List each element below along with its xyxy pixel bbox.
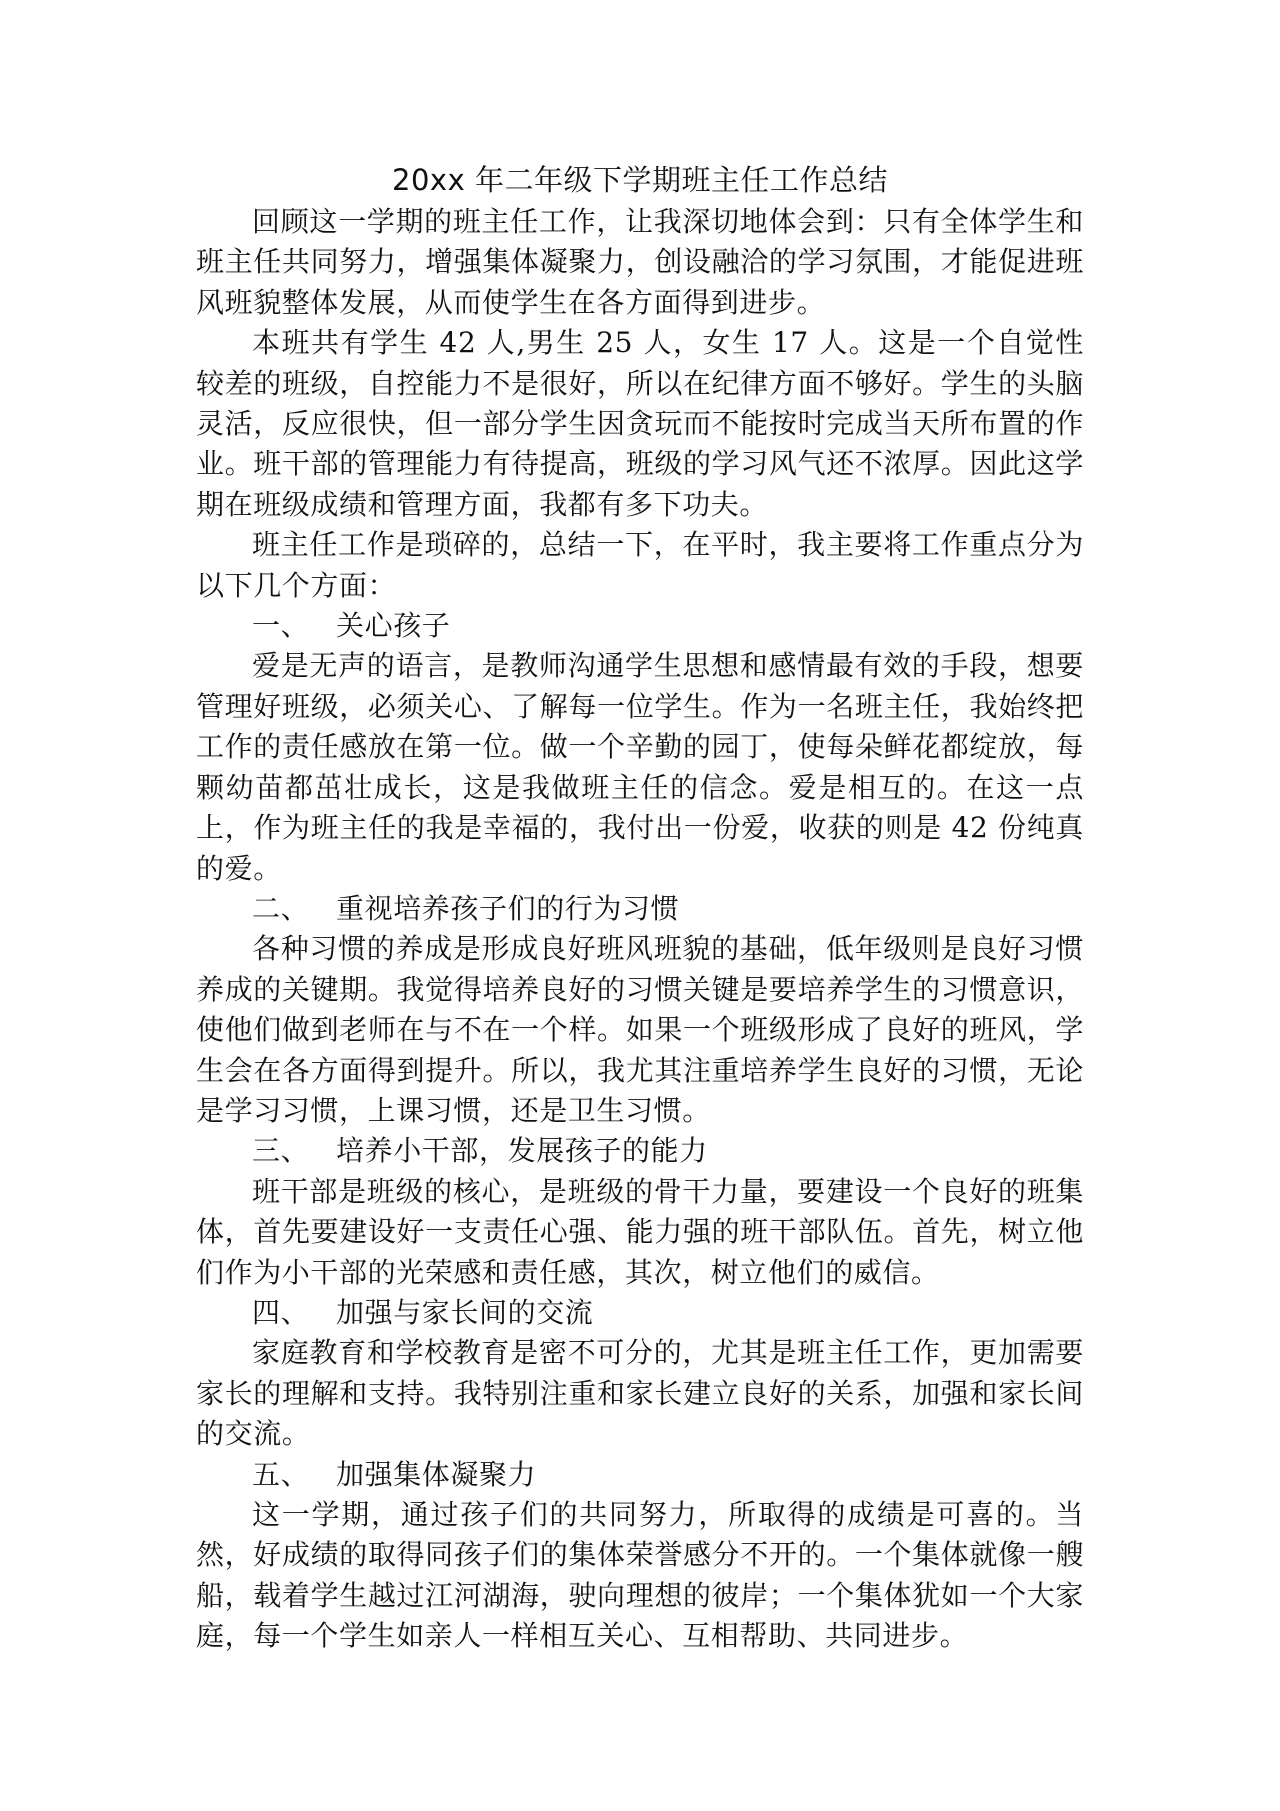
section-number: 三、 (252, 1134, 310, 1168)
paragraph-class-overview: 本班共有学生 42 人,男生 25 人，女生 17 人。这是一个自觉性较差的班级，自控能力不是很好，所以在纪律方面不够好。学生的头脑灵活，反应很快，但一部分学生因贪玩而不能按时完成当天所布置的作业。班干部的管理能力有待提高，班级的学习风气还不浓厚。因此这学期在班级成绩和管理方面，我都有多下功夫。 (196, 326, 1084, 521)
paragraph-parents: 家庭教育和学校教育是密不可分的，尤其是班主任工作，更加需要家长的理解和支持。我特别注重和家长建立良好的关系，加强和家长间的交流。 (196, 1336, 1084, 1451)
section-number: 二、 (252, 891, 310, 925)
section-heading-3 (196, 1131, 1084, 1171)
paragraph-class-leaders: 班干部是班级的核心，是班级的骨干力量，要建设一个良好的班集体，首先要建设好一支责任心强、能力强的班干部队伍。首先，树立他们作为小干部的光荣感和责任感，其次，树立他们的威信。 (196, 1174, 1084, 1289)
paragraph-cohesion: 这一学期，通过孩子们的共同努力，所取得的成绩是可喜的。当然，好成绩的取得同孩子们的集体荣誉感分不开的。一个集体就像一艘船，载着学生越过江河湖海，驶向理想的彼岸；一个集体犹如一个大家庭，每一个学生如亲人一样相互关心、互相帮助、共同进步。 (196, 1498, 1084, 1653)
section-number: 一、 (252, 609, 310, 643)
section-heading-4 (196, 1293, 1084, 1333)
paragraph-habits: 各种习惯的养成是形成良好班风班貌的基础，低年级则是良好习惯养成的关键期。我觉得培养良好的习惯关键是要培养学生的习惯意识，使他们做到老师在与不在一个样。如果一个班级形成了良好的班风，学生会在各方面得到提升。所以，我尤其注重培养学生良好的习惯，无论是学习习惯，上课习惯，还是卫生习惯。 (196, 932, 1084, 1127)
section-number: 四、 (252, 1295, 310, 1329)
paragraph-work-aspects: 班主任工作是琐碎的，总结一下，在平时，我主要将工作重点分为以下几个方面： (196, 528, 1084, 602)
section-heading-text: 重视培养孩子们的行为习惯 (336, 891, 680, 925)
section-heading-2 (196, 889, 1084, 929)
section-heading-text: 培养小干部，发展孩子的能力 (336, 1134, 708, 1168)
section-heading-5 (196, 1455, 1084, 1495)
paragraph-intro: 回顾这一学期的班主任工作，让我深切地体会到：只有全体学生和班主任共同努力，增强集体凝聚力，创设融洽的学习氛围，才能促进班风班貌整体发展，从而使学生在各方面得到进步。 (196, 205, 1084, 319)
section-heading-text: 关心孩子 (336, 609, 451, 643)
document-page (196, 158, 1084, 1657)
section-heading-text: 加强集体凝聚力 (336, 1457, 537, 1491)
section-heading-1 (196, 606, 1084, 646)
section-heading-text: 加强与家长间的交流 (336, 1295, 594, 1329)
section-number: 五、 (252, 1457, 310, 1491)
document-title: 20xx 年二年级下学期班主任工作总结 (392, 163, 888, 197)
paragraph-care: 爱是无声的语言，是教师沟通学生思想和感情最有效的手段，想要管理好班级，必须关心、了解每一位学生。作为一名班主任，我始终把工作的责任感放在第一位。做一个辛勤的园丁，使每朵鲜花都绽放，每颗幼苗都茁壮成长，这是我做班主任的信念。爱是相互的。在这一点上，作为班主任的我是幸福的，我付出一份爱，收获的则是 42 份纯真的爱。 (196, 649, 1084, 885)
